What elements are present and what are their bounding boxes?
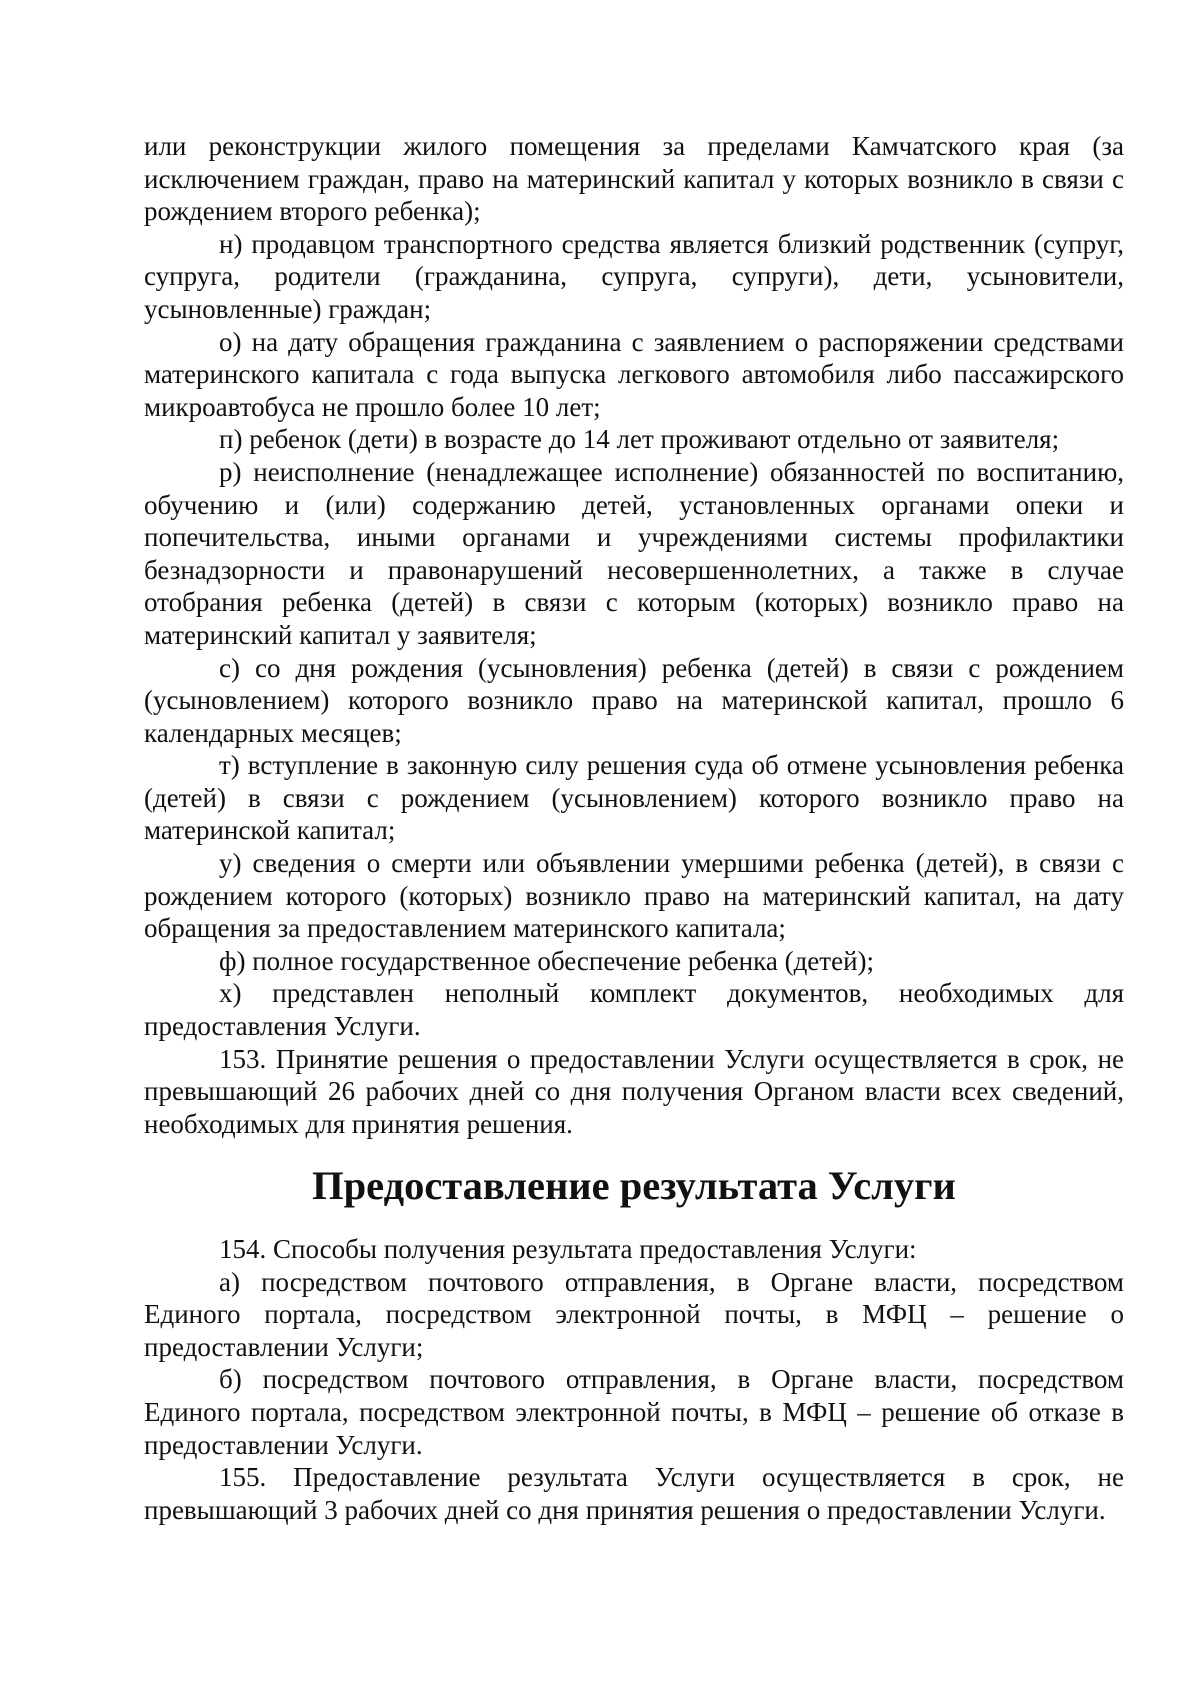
paragraph-item-u: у) сведения о смерти или объявлении умершими ребенка (детей), в связи с рождением которого (которых) возникло право на материнский капитал, на дату обращения за предоставлением материнского капитала; [144, 848, 1124, 944]
section-heading: Предоставление результата Услуги [312, 1163, 956, 1209]
paragraph-item-kh: х) представлен неполный комплект документов, необходимых для предоставления Услуги. [144, 978, 1124, 1042]
paragraph-item-p: п) ребенок (дети) в возрасте до 14 лет проживают отдельно от заявителя; [219, 424, 1060, 455]
paragraph-item-o: о) на дату обращения гражданина с заявлением о распоряжении средствами материнского капитала с года выпуска легкового автомобиля либо пассажирского микроавтобуса не прошло более 10 лет; [144, 326, 1124, 422]
paragraph-154-b: б) посредством почтового отправления, в Органе власти, посредством Единого портала, посредством электронной почты, в МФЦ – решение об отказе в предоставлении Услуги. [144, 1364, 1124, 1460]
paragraph-155: 155. Предоставление результата Услуги осуществляется в срок, не превышающий 3 рабочих дней со дня принятия решения о предоставлении Услуги. [144, 1462, 1124, 1525]
paragraph-continuation: или реконструкции жилого помещения за пределами Камчатского края (за исключением граждан, право на материнский капитал у которых возникло в связи с рождением второго ребенка); [144, 131, 1124, 227]
paragraph-item-n: н) продавцом транспортного средства является близкий родственник (супруг, супруга, родители (гражданина, супруга, супруги), дети, усыновители, усыновленные) граждан; [144, 228, 1124, 324]
paragraph-item-r: р) неисполнение (ненадлежащее исполнение) обязанностей по воспитанию, обучению и (или) содержанию детей, установленных органами опеки и попечительства, иными органами и учреждениями системы профилактики безнадзорности и правонарушений несовершеннолетних, а также в случае отобрания ребенка (детей) в связи с которым (которых) возникло право на материнский капитал у заявителя; [144, 456, 1124, 650]
paragraph-item-f: ф) полное государственное обеспечение ребенка (детей); [219, 945, 875, 976]
paragraph-item-t: т) вступление в законную силу решения суда об отмене усыновления ребенка (детей) в связи с рождением (усыновлением) которого возникло право на материнской капитал; [144, 750, 1124, 846]
paragraph-154-a: а) посредством почтового отправления, в Органе власти, посредством Единого портала, посредством электронной почты, в МФЦ – решение о предоставлении Услуги; [144, 1266, 1124, 1362]
paragraph-154: 154. Способы получения результата предоставления Услуги: [219, 1234, 917, 1264]
paragraph-item-s: с) со дня рождения (усыновления) ребенка (детей) в связи с рождением (усыновлением) которого возникло право на материнской капитал, прошло 6 календарных месяцев; [144, 652, 1124, 748]
paragraph-153: 153. Принятие решения о предоставлении Услуги осуществляется в срок, не превышающий 26 рабочих дней со дня получения Органом власти всех сведений, необходимых для принятия решения. [144, 1043, 1124, 1139]
document-body [144, 130, 1124, 1526]
